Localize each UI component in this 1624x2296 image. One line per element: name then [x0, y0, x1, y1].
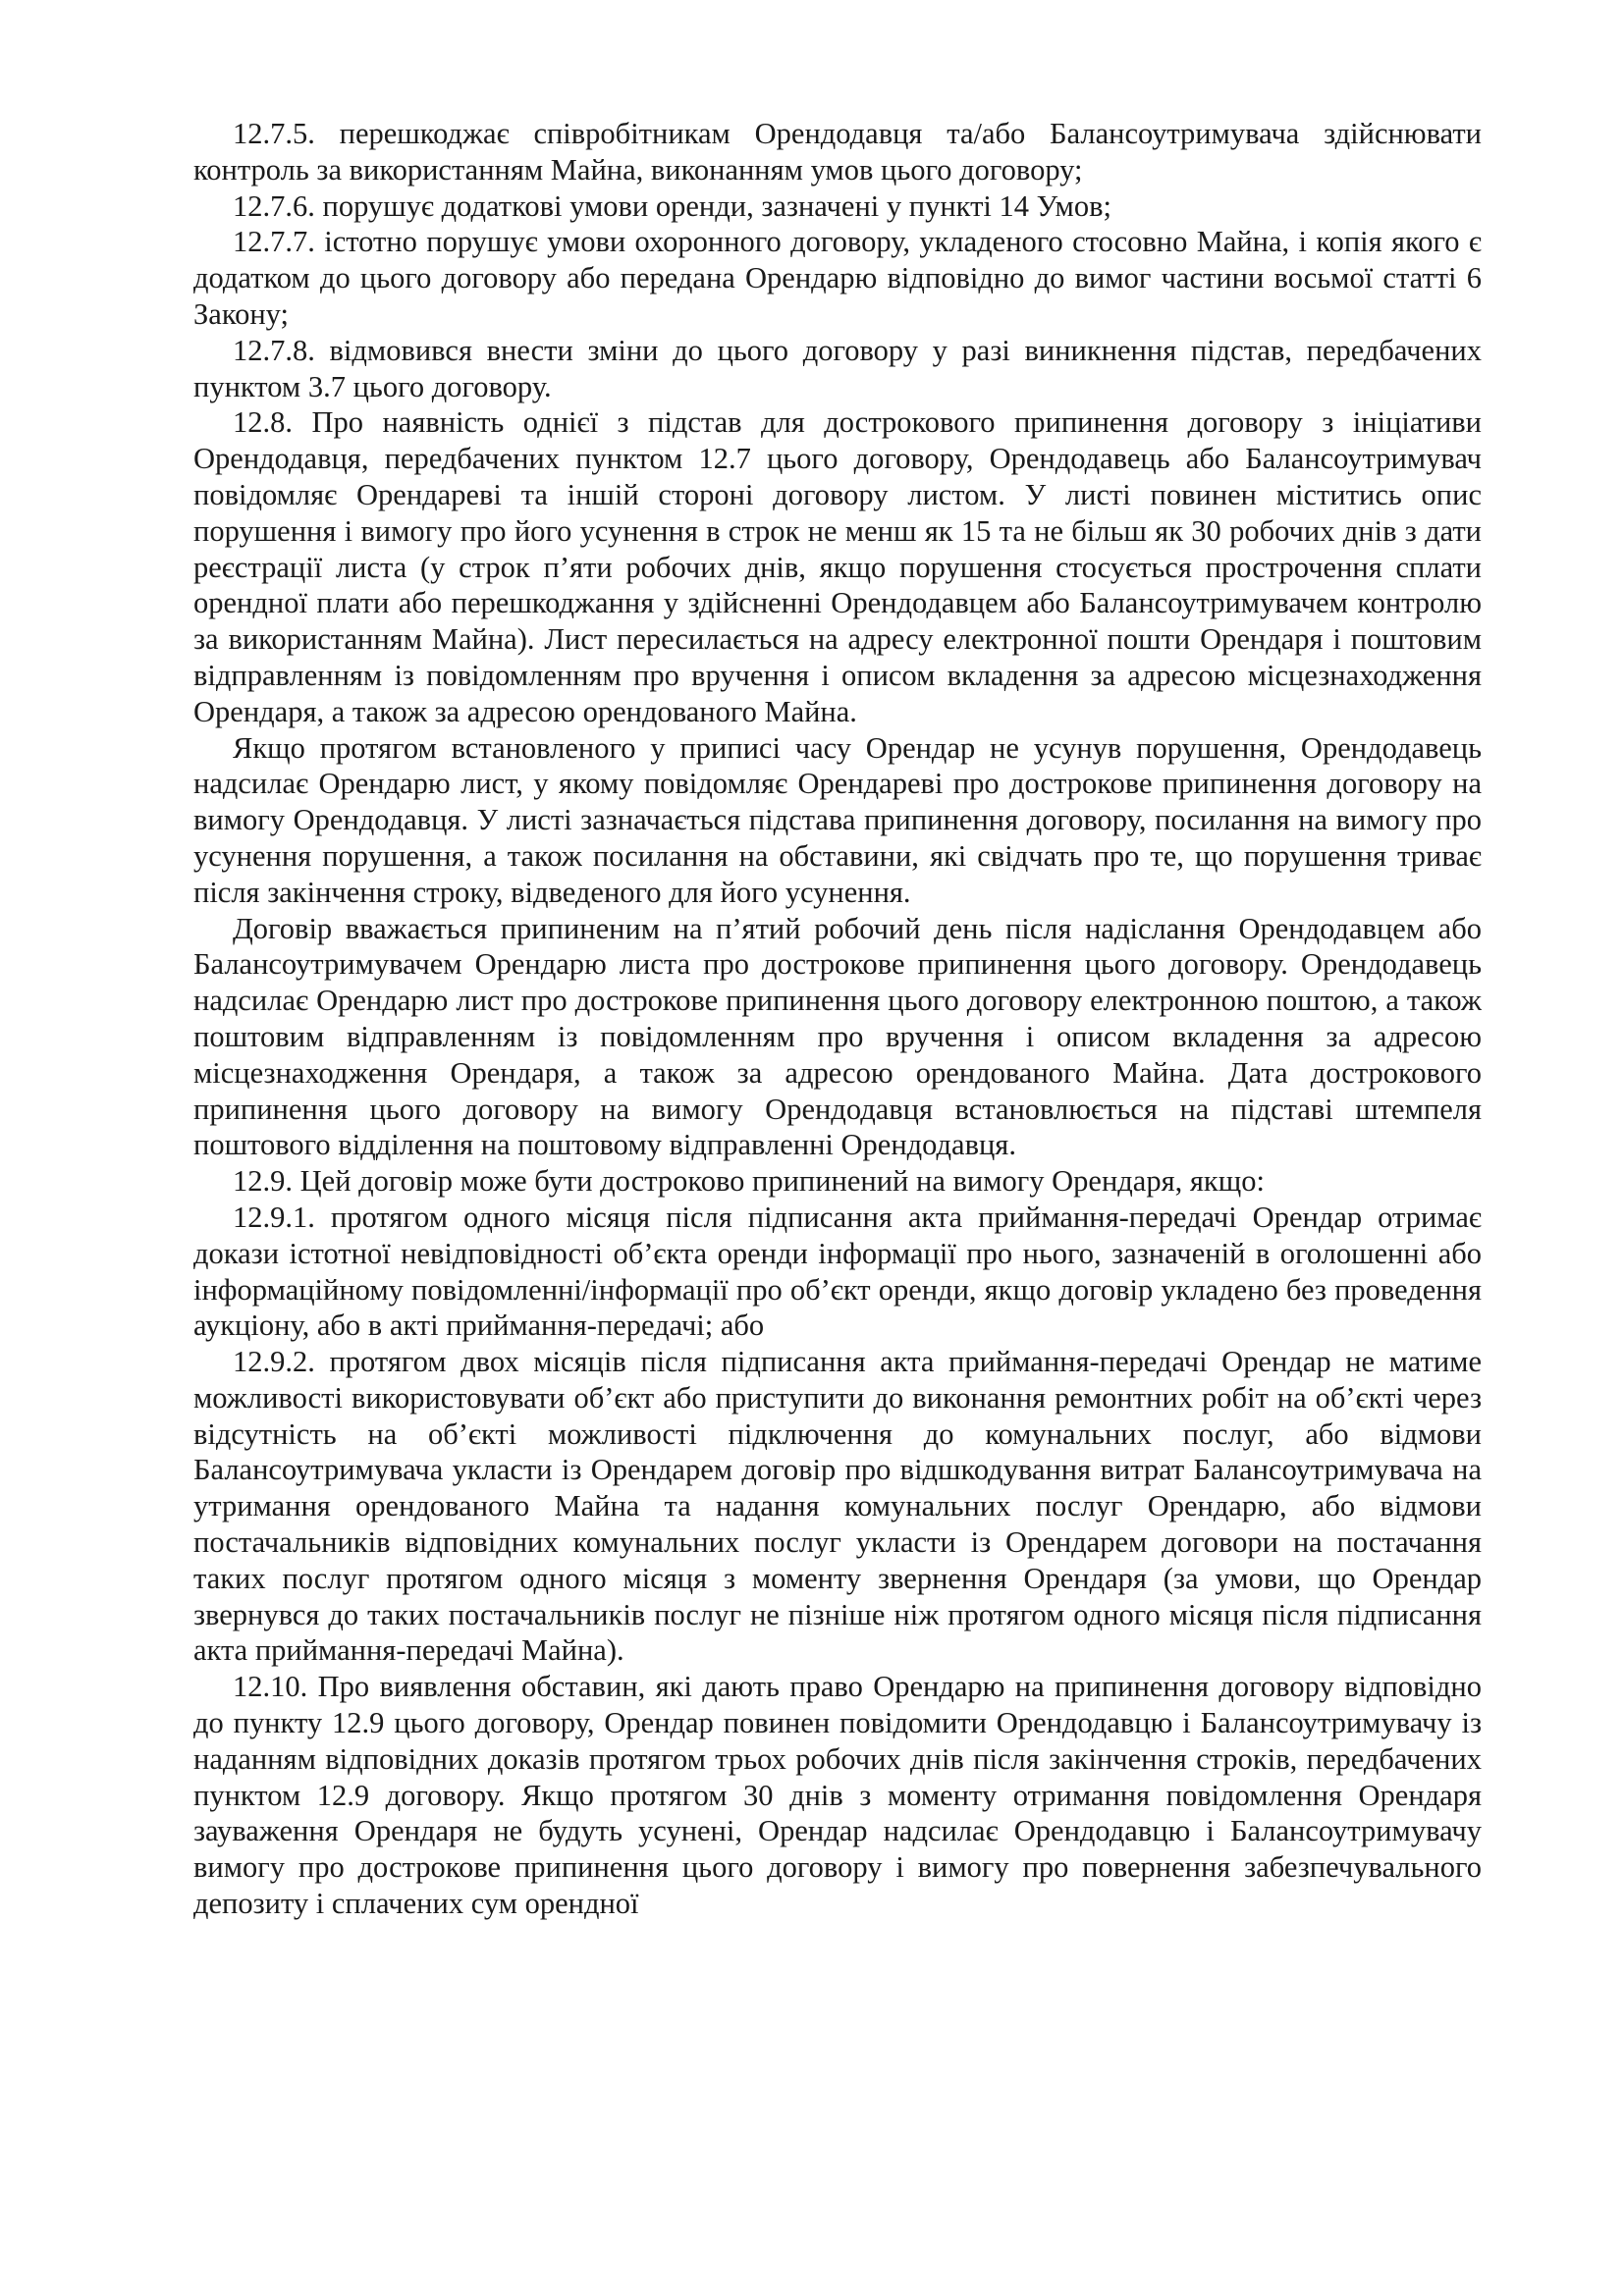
paragraph-12-7-6: 12.7.6. порушує додаткові умови оренди, зазначені у пункті 14 Умов; [233, 188, 1111, 223]
paragraph-12-7-5: 12.7.5. перешкоджає співробітникам Орендодавця та/або Балансоутримувача здійснювати контроль за використанням Майна, виконанням умов цього договору; [193, 117, 1482, 187]
paragraph-12-8-unremedied: Якщо протягом встановленого у приписі часу Орендар не усунув порушення, Орендодавець надсилає Орендарю лист, у якому повідомляє Орендареві про дострокове припинення договору на вимогу Орендодавця. У листі зазначається підстава припинення договору, посилання на вимогу про усунення порушення, а також посилання на обставини, які свідчать про те, що порушення триває після закінчення строку, відведеного для його усунення. [193, 730, 1482, 909]
paragraph-12-9: 12.9. Цей договір може бути достроково припинений на вимогу Орендаря, якщо: [233, 1164, 1265, 1199]
paragraph-12-10: 12.10. Про виявлення обставин, які дають право Орендарю на припинення договору відповідно до пункту 12.9 цього договору, Орендар повинен повідомити Орендодавцю і Балансоутримувачу із наданням відповідних доказів протягом трьох робочих днів після закінчення строків, передбачених пунктом 12.9 договору. Якщо протягом 30 днів з моменту отримання повідомлення Орендаря зауваження Орендаря не будуть усунені, Орендар надсилає Орендодавцю і Балансоутримувачу вимогу про дострокове припинення цього договору і вимогу про повернення забезпечувального депозиту і сплачених сум орендної [193, 1670, 1482, 1921]
paragraph-12-9-2: 12.9.2. протягом двох місяців після підписання акта приймання-передачі Орендар не матиме можливості використовувати об’єкт або приступити до виконання ремонтних робіт на об’єкті через відсутність на об’єкті можливості підключення до комунальних послуг, або відмови Балансоутримувача укласти із Орендарем договір про відшкодування витрат Балансоутримувача на утримання орендованого Майна та надання комунальних послуг Орендарю, або відмови постачальників відповідних комунальних послуг укласти із Орендарем договори на постачання таких послуг протягом одного місяця з моменту звернення Орендаря (за умови, що Орендар звернувся до таких постачальників послуг не пізніше ніж протягом одного місяця після підписання акта приймання-передачі Майна). [193, 1345, 1482, 1668]
paragraph-12-8-termination-date: Договір вважається припиненим на п’ятий робочий день після надіслання Орендодавцем або Балансоутримувачем Орендарю листа про дострокове припинення цього договору. Орендодавець надсилає Орендарю лист про дострокове припинення цього договору електронною поштою, а також поштовим відправленням із повідомленням про вручення і описом вкладення за адресою місцезнаходження Орендаря, а також за адресою орендованого Майна. Дата дострокового припинення цього договору на вимогу Орендодавця встановлюється на підставі штемпеля поштового відділення на поштовому відправленні Орендодавця. [193, 911, 1482, 1162]
paragraph-12-9-1: 12.9.1. протягом одного місяця після підписання акта приймання-передачі Орендар отримає докази істотної невідповідності об’єкта оренди інформації про нього, зазначеній в оголошенні або інформаційному повідомленні/інформації про об’єкт оренди, якщо договір укладено без проведення аукціону, або в акті приймання-передачі; або [193, 1200, 1482, 1343]
paragraph-12-7-7: 12.7.7. істотно порушує умови охоронного договору, укладеного стосовно Майна, і копія якого є додатком до цього договору або передана Орендарю відповідно до вимог частини восьмої статті 6 Закону; [193, 225, 1482, 331]
paragraph-12-8: 12.8. Про наявність однієї з підстав для дострокового припинення договору з ініціативи Орендодавця, передбачених пунктом 12.7 цього договору, Орендодавець або Балансоутримувач повідомляє Орендареві та іншій стороні договору листом. У листі повинен міститись опис порушення і вимогу про його усунення в строк не менш як 15 та не більш як 30 робочих днів з дати реєстрації листа (у строк п’яти робочих днів, якщо порушення стосується прострочення сплати орендної плати або перешкоджання у здійсненні Орендодавцем або Балансоутримувачем контролю за використанням Майна). Лист пересилається на адресу електронної пошти Орендаря і поштовим відправленням із повідомленням про вручення і описом вкладення за адресою місцезнаходження Орендаря, а також за адресою орендованого Майна. [193, 405, 1482, 728]
paragraph-12-7-8: 12.7.8. відмовився внести зміни до цього договору у разі виникнення підстав, передбачених пунктом 3.7 цього договору. [193, 333, 1482, 403]
document-page [193, 116, 1482, 1922]
